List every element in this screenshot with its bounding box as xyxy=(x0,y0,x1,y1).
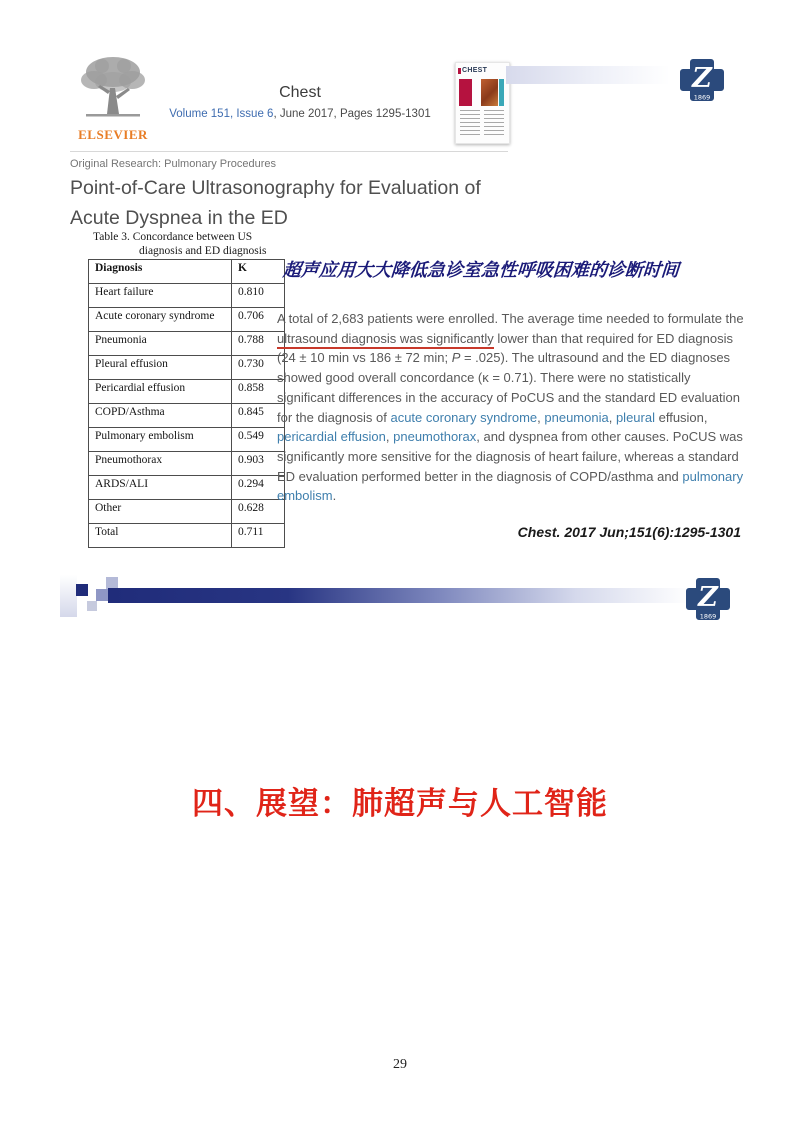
abstract-segment: P xyxy=(451,350,461,366)
header-divider-rule xyxy=(70,151,508,152)
diagnosis-cell: Pneumonia xyxy=(89,332,232,356)
abstract-link[interactable]: pleural xyxy=(615,409,655,425)
kappa-cell: 0.903 xyxy=(232,452,285,476)
cover-tick xyxy=(458,68,461,74)
abstract-segment: , xyxy=(608,409,616,425)
chinese-annotation: 超声应用大大降低急诊室急性呼吸困难的诊断时间 xyxy=(282,260,680,280)
cover-teal-strip xyxy=(499,79,504,106)
issue-line xyxy=(160,108,440,120)
concordance-table-header-row xyxy=(89,260,285,284)
citation: Chest. 2017 Jun;151(6):1295-1301 xyxy=(517,524,741,540)
diagnosis-cell: Other xyxy=(89,500,232,524)
divider-square xyxy=(87,601,97,611)
cover-red-block xyxy=(459,79,472,106)
abstract-link[interactable]: pneumothorax xyxy=(393,429,477,445)
abstract-link[interactable]: pericardial effusion xyxy=(277,429,386,445)
badge-year: 1869 xyxy=(699,612,717,621)
abstract-segment: , xyxy=(385,429,394,445)
divider-vertical-strip xyxy=(60,575,77,617)
section-title: 四、展望：肺超声与人工智能 xyxy=(192,786,608,821)
kappa-cell: 0.628 xyxy=(232,500,285,524)
kappa-cell: 0.294 xyxy=(232,476,285,500)
abstract-segment: . xyxy=(332,488,337,504)
table-caption-line2: diagnosis and ED diagnosis xyxy=(139,245,267,257)
badge-year: 1869 xyxy=(693,93,711,102)
kappa-cell: 0.549 xyxy=(232,428,285,452)
table-row xyxy=(89,404,285,428)
diagnosis-cell: Heart failure xyxy=(89,284,232,308)
diagnosis-cell: Acute coronary syndrome xyxy=(89,308,232,332)
divider-square xyxy=(96,589,108,601)
kappa-cell: 0.711 xyxy=(232,524,285,548)
table-row xyxy=(89,332,285,356)
cover-figure-image xyxy=(481,79,498,106)
kappa-cell: 0.810 xyxy=(232,284,285,308)
z-1869-badge-icon xyxy=(684,576,732,624)
abstract-segment: A total of 2,683 patients were enrolled. The average time needed to formulate the xyxy=(277,311,744,326)
abstract-segment: , xyxy=(537,409,545,425)
concordance-table xyxy=(88,259,285,548)
diagnosis-cell: Pneumothorax xyxy=(89,452,232,476)
table-row xyxy=(89,428,285,452)
table-row xyxy=(89,500,285,524)
abstract-link[interactable]: pneumonia xyxy=(544,409,609,425)
abstract-segment: = .025). The ultrasound and the ED diagnoses showed good overall concordance (κ = 0.71). There were no statistically significant differences in the accuracy of PoCUS and the standard ED evaluation for the diagnosis of xyxy=(277,350,740,425)
badge-letter: Z xyxy=(692,63,712,94)
kappa-header-cell: K xyxy=(232,260,285,284)
table-caption-line1: Table 3. Concordance between US xyxy=(93,231,253,243)
elsevier-tree-icon xyxy=(78,54,148,126)
kappa-cell: 0.788 xyxy=(232,332,285,356)
abstract-segment: effusion, xyxy=(654,409,708,425)
diagnosis-cell: ARDS/ALI xyxy=(89,476,232,500)
diagnosis-cell: Pulmonary embolism xyxy=(89,428,232,452)
z-1869-badge-icon xyxy=(678,57,726,105)
table-row xyxy=(89,452,285,476)
elsevier-logo xyxy=(70,54,156,146)
kappa-cell: 0.730 xyxy=(232,356,285,380)
concordance-table-body xyxy=(89,284,285,548)
kappa-cell: 0.858 xyxy=(232,380,285,404)
article-category: Original Research: Pulmonary Procedures xyxy=(70,158,277,170)
badge-letter: Z xyxy=(698,582,718,613)
diagnosis-header-cell: Diagnosis xyxy=(89,260,232,284)
table-row xyxy=(89,356,285,380)
diagnosis-cell: Pericardial effusion xyxy=(89,380,232,404)
table-row xyxy=(89,524,285,548)
kappa-cell: 0.706 xyxy=(232,308,285,332)
issue-link[interactable]: Volume 151, Issue 6 xyxy=(169,108,274,120)
cover-text-lines xyxy=(460,110,480,138)
publisher-name: ELSEVIER xyxy=(78,127,148,142)
cover-text-lines xyxy=(484,110,504,138)
header-gradient-strip xyxy=(506,66,670,84)
kappa-cell: 0.845 xyxy=(232,404,285,428)
divider-gradient-bar xyxy=(108,588,708,603)
article-title: Point-of-Care Ultrasonography for Evaluation of Acute Dyspnea in the ED xyxy=(70,177,481,229)
table-row xyxy=(89,308,285,332)
journal-cover-thumbnail xyxy=(455,62,510,144)
table-caption xyxy=(93,230,266,258)
abstract-link[interactable]: pulmonary embolism xyxy=(277,468,744,504)
diagnosis-cell: Total xyxy=(89,524,232,548)
issue-rest: , June 2017, Pages 1295-1301 xyxy=(273,108,431,120)
table-row xyxy=(89,284,285,308)
page-number: 29 xyxy=(393,1057,407,1072)
abstract-segment: ultrasound diagnosis was significantly xyxy=(277,331,494,349)
abstract-segment: lower than that required for ED diagnosis (24 ± 10 min vs 186 ± 72 min; xyxy=(277,330,733,366)
diagnosis-cell: COPD/Asthma xyxy=(89,404,232,428)
abstract-text xyxy=(277,309,745,506)
diagnosis-cell: Pleural effusion xyxy=(89,356,232,380)
table-row xyxy=(89,380,285,404)
table-row xyxy=(89,476,285,500)
abstract-link[interactable]: acute coronary syndrome xyxy=(390,409,538,425)
journal-name: Chest xyxy=(279,84,321,101)
cover-title: CHEST xyxy=(462,67,488,74)
divider-square xyxy=(76,584,88,596)
abstract-segment: , and dyspnea from other causes. PoCUS was significantly more sensitive for the diagnosis of heart failure, whereas a standard ED evaluation performed better in the diagnosis of COPD/asthma and xyxy=(277,429,743,484)
